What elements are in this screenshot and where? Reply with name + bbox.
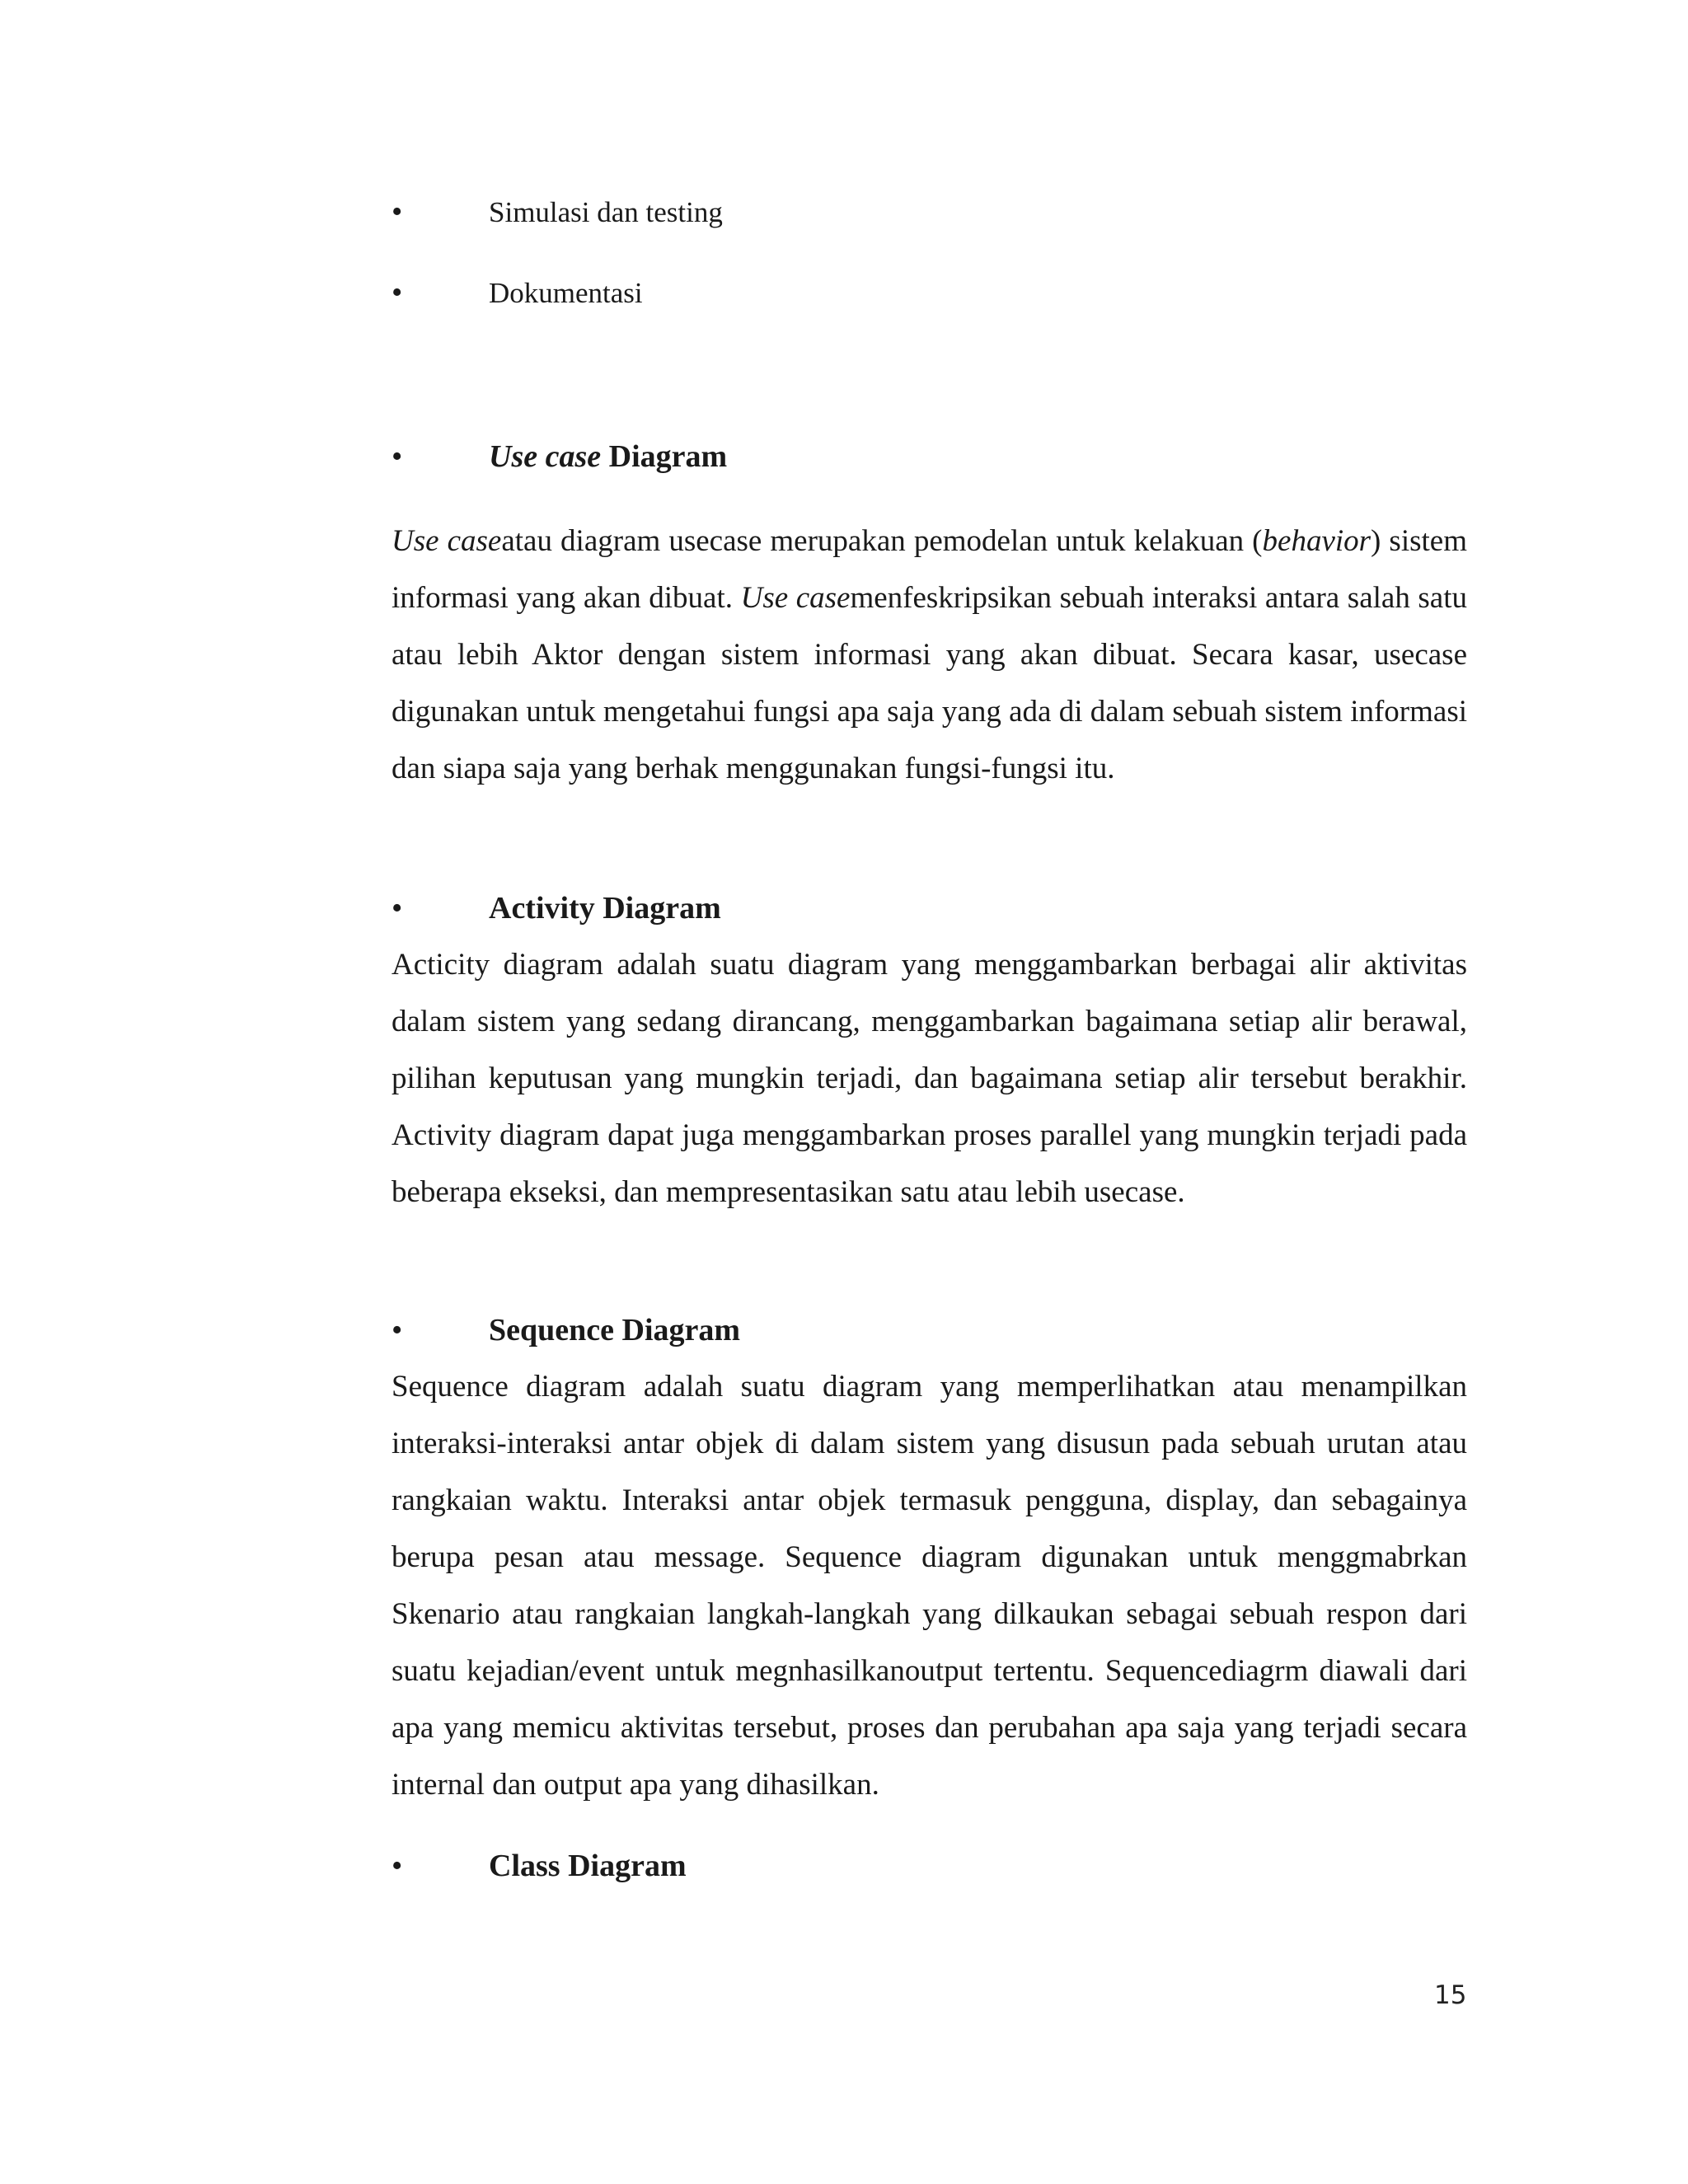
paragraph-activity: Acticity diagram adalah suatu diagram yang menggambarkan berbagai alir aktivitas dalam sistem yang sedang dirancang, menggambarkan bagaimana setiap alir berawal, pilihan keputusan yang mungkin terjadi, dan bagaimana setiap alir tersebut berakhir. Activity diagram dapat juga menggambarkan proses parallel yang mungkin terjadi pada beberapa ekseksi, dan mempresentasikan satu atau lebih usecase. [392,948,1467,1209]
paragraph-text: menfeskripsikan sebuah interaksi antara salah satu atau lebih Aktor dengan sistem informasi yang akan dibuat. Secara kasar, usecase digunakan untuk mengetahui fungsi apa saja yang ada di dalam sebuah sistem informasi dan siapa saja yang berhak menggunakan fungsi-fungsi itu. [392,581,1467,785]
page-number: 15 [1434,1980,1467,2010]
italic-term: Use case [392,524,502,558]
section-heading-activity [392,890,1471,926]
bullet-icon: • [392,275,403,310]
bullet-icon: • [392,194,403,229]
paragraph-usecase [392,513,1467,797]
list-item-text: Simulasi dan testing [489,196,723,228]
bullet-icon: • [392,1313,403,1347]
heading-italic-part: Use case [489,439,602,474]
list-item [392,277,1471,310]
italic-term: Use case [740,581,851,615]
bullet-icon: • [392,439,403,474]
heading-text: Activity Diagram [489,891,721,926]
paragraph-text: ) sistem informasi yang akan dibuat. [392,524,1467,615]
bullet-icon: • [392,1849,403,1883]
paragraph-sequence: Sequence diagram adalah suatu diagram yang memperlihatkan atau menampilkan interaksi-interaksi antar objek di dalam sistem yang disusun pada sebuah urutan atau rangkaian waktu. Interaksi antar objek termasuk pengguna, display, dan sebagainya berupa pesan atau message. Sequence diagram digunakan untuk menggmabrkan Skenario atau rangkaian langkah-langkah yang dilkaukan sebagai sebuah respon dari suatu kejadian/event untuk megnhasilkanoutput tertentu. Sequencediagrm diawali dari apa yang memicu aktivitas tersebut, proses dan perubahan apa saja yang terjadi secara internal dan output apa yang dihasilkan. [392,1370,1467,1802]
section-heading-usecase [392,438,1471,475]
paragraph-text: atau diagram usecase merupakan pemodelan untuk kelakuan ( [501,524,1263,558]
heading-text: Sequence Diagram [489,1313,741,1347]
section-heading-sequence [392,1312,1471,1348]
heading-text [489,438,727,475]
italic-term: behavior [1262,524,1372,558]
heading-text: Class Diagram [489,1849,687,1883]
heading-rest-part: Diagram [601,439,728,474]
section-heading-class [392,1848,1471,1884]
bullet-icon: • [392,891,403,926]
list-item [392,196,1471,229]
list-item-text: Dokumentasi [489,277,643,309]
